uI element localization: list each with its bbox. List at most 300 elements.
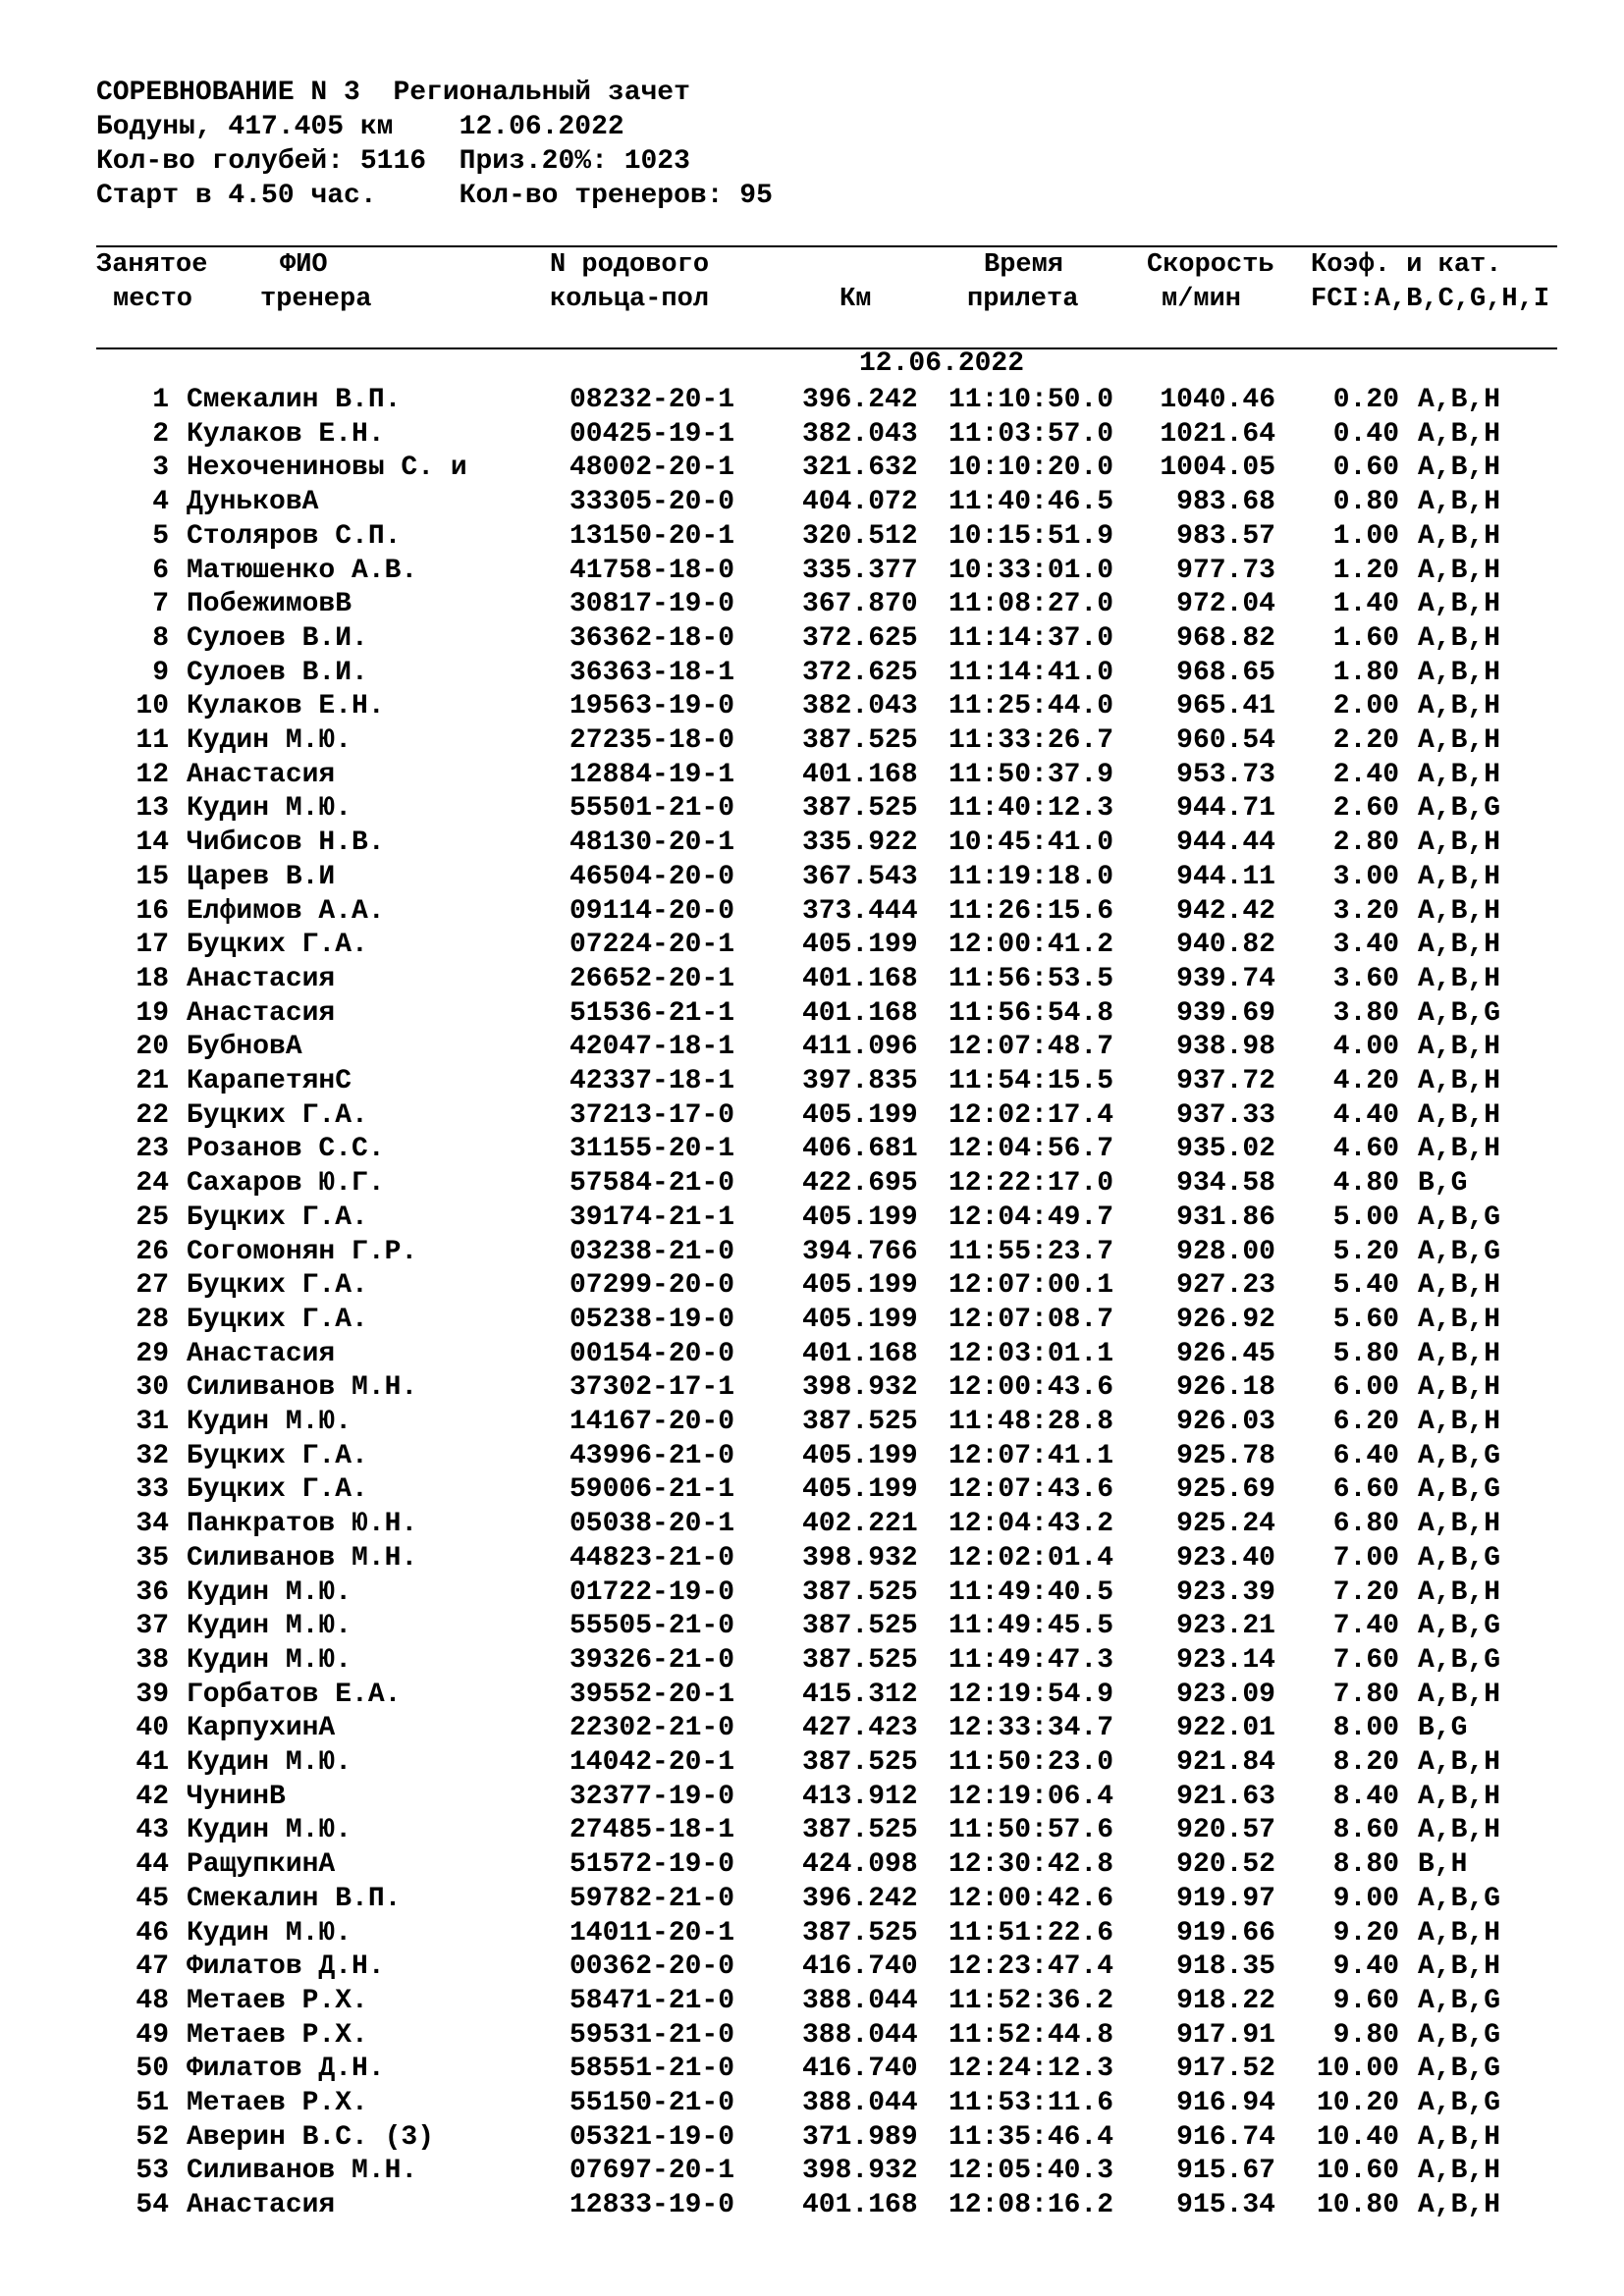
arrival-time-cell: 11:54:15.5 [948,1066,1114,1096]
place-cell: 9 [152,657,169,688]
categories-cell: A,B,H [1418,2156,1501,2187]
speed-cell: 918.35 [1176,1951,1275,1983]
trainer-name-cell: Анастасия [187,1338,336,1369]
speed-cell: 938.98 [1176,1032,1275,1063]
trainer-name-cell: ПобежимовВ [187,589,352,620]
categories-cell: A,B,H [1418,2121,1501,2153]
distance-km-cell: 416.740 [802,2054,918,2085]
ring-number-cell: 07299-20-0 [569,1270,735,1302]
categories-cell: A,B,H [1418,589,1501,620]
trainer-name-cell: РащупкинА [187,1849,336,1881]
place-cell: 37 [135,1611,169,1642]
table-row [0,723,1624,758]
speed-cell: 923.14 [1176,1644,1275,1676]
arrival-time-cell: 12:30:42.8 [948,1849,1114,1881]
trainer-name-cell: Анастасия [187,997,336,1029]
place-cell: 36 [135,1576,169,1608]
categories-cell: A,B,H [1418,555,1501,586]
coefficient-cell: 4.20 [1332,1066,1399,1096]
trainer-name-cell: Кудин М.Ю. [187,1576,352,1608]
pigeon-count-and-prizes: Кол-во голубей: 5116 Приз.20%: 1023 [96,146,690,177]
distance-km-cell: 387.525 [802,725,918,756]
categories-cell: A,B,H [1418,657,1501,688]
coefficient-cell: 8.80 [1332,1849,1399,1881]
speed-cell: 927.23 [1176,1270,1275,1302]
distance-km-cell: 382.043 [802,418,918,450]
ring-number-cell: 51536-21-1 [569,997,735,1029]
table-row [0,1678,1624,1712]
table-row [0,996,1624,1031]
trainer-name-cell: Буцких Г.А. [187,1099,368,1131]
table-row [0,1235,1624,1269]
trainer-name-cell: Анастасия [187,759,336,790]
categories-cell: A,B,H [1418,1917,1501,1949]
categories-cell: A,B,G [1418,1985,1501,2016]
coefficient-cell: 3.00 [1332,861,1399,892]
arrival-time-cell: 12:04:56.7 [948,1134,1114,1165]
categories-cell: A,B,H [1418,520,1501,552]
speed-cell: 925.24 [1176,1509,1275,1540]
trainer-name-cell: Панкратов Ю.Н. [187,1509,418,1540]
place-cell: 16 [135,895,169,927]
distance-km-cell: 367.870 [802,589,918,620]
categories-cell: A,B,H [1418,418,1501,450]
coefficient-cell: 9.00 [1332,1883,1399,1914]
categories-cell: A,B,H [1418,385,1501,415]
categories-cell: A,B,G [1418,1201,1501,1233]
ring-number-cell: 14011-20-1 [569,1917,735,1949]
table-row [0,826,1624,860]
ring-number-cell: 37213-17-0 [569,1099,735,1131]
arrival-time-cell: 12:07:43.6 [948,1474,1114,1506]
arrival-time-cell: 12:22:17.0 [948,1168,1114,1200]
arrival-time-cell: 12:24:12.3 [948,2054,1114,2085]
trainer-name-cell: Кудин М.Ю. [187,1407,352,1437]
place-cell: 31 [135,1407,169,1437]
coefficient-cell: 10.20 [1316,2088,1399,2118]
header-bottom-rule [96,347,1557,349]
trainer-name-cell: Филатов Д.Н. [187,2054,385,2085]
trainer-name-cell: КарапетянС [187,1066,352,1096]
distance-km-cell: 388.044 [802,2019,918,2051]
table-row [0,1098,1624,1133]
place-cell: 24 [135,1168,169,1200]
speed-cell: 922.01 [1176,1713,1275,1744]
place-cell: 23 [135,1134,169,1165]
distance-km-cell: 335.922 [802,828,918,859]
place-cell: 1 [152,385,169,415]
col-time-label-1: Время [984,250,1064,280]
arrival-time-cell: 11:53:11.6 [948,2088,1114,2118]
speed-cell: 934.58 [1176,1168,1275,1200]
categories-cell: A,B,H [1418,1781,1501,1812]
speed-cell: 921.84 [1176,1747,1275,1778]
place-cell: 45 [135,1883,169,1914]
categories-cell: A,B,H [1418,895,1501,927]
place-cell: 19 [135,997,169,1029]
categories-cell: A,B,H [1418,691,1501,722]
table-row [0,1337,1624,1371]
categories-cell: A,B,H [1418,1270,1501,1302]
distance-km-cell: 404.072 [802,487,918,518]
ring-number-cell: 59006-21-1 [569,1474,735,1506]
trainer-name-cell: Силиванов М.Н. [187,1542,418,1574]
place-cell: 20 [135,1032,169,1063]
trainer-name-cell: Кудин М.Ю. [187,725,352,756]
speed-cell: 916.74 [1176,2121,1275,2153]
arrival-time-cell: 11:08:27.0 [948,589,1114,620]
place-cell: 25 [135,1201,169,1233]
place-cell: 17 [135,930,169,961]
categories-cell: A,B,H [1418,725,1501,756]
coefficient-cell: 6.40 [1332,1440,1399,1471]
trainer-name-cell: Метаев Р.Х. [187,1985,368,2016]
distance-km-cell: 387.525 [802,1576,918,1608]
coefficient-cell: 7.00 [1332,1542,1399,1574]
ring-number-cell: 55150-21-0 [569,2088,735,2118]
arrival-time-cell: 11:40:12.3 [948,793,1114,825]
coefficient-cell: 10.40 [1316,2121,1399,2153]
table-row [0,1916,1624,1950]
col-coef-label-1: Коэф. и кат. [1311,250,1502,280]
trainer-name-cell: Смекалин В.П. [187,1883,402,1914]
categories-cell: A,B,H [1418,453,1501,484]
trainer-name-cell: Столяров С.П. [187,520,402,552]
place-cell: 12 [135,759,169,790]
coefficient-cell: 7.80 [1332,1679,1399,1710]
place-cell: 42 [135,1781,169,1812]
arrival-time-cell: 12:07:48.7 [948,1032,1114,1063]
coefficient-cell: 2.60 [1332,793,1399,825]
distance-km-cell: 405.199 [802,930,918,961]
speed-cell: 919.97 [1176,1883,1275,1914]
ring-number-cell: 27235-18-0 [569,725,735,756]
place-cell: 46 [135,1917,169,1949]
ring-number-cell: 37302-17-1 [569,1372,735,1404]
place-cell: 2 [152,418,169,450]
arrival-time-cell: 11:50:37.9 [948,759,1114,790]
arrival-time-cell: 12:03:01.1 [948,1338,1114,1369]
speed-cell: 942.42 [1176,895,1275,927]
arrival-time-cell: 12:02:01.4 [948,1542,1114,1574]
coefficient-cell: 5.80 [1332,1338,1399,1369]
categories-cell: A,B,G [1418,1542,1501,1574]
coefficient-cell: 6.60 [1332,1474,1399,1506]
ring-number-cell: 08232-20-1 [569,385,735,415]
ring-number-cell: 48130-20-1 [569,828,735,859]
categories-cell: A,B,H [1418,1066,1501,1096]
coefficient-cell: 5.20 [1332,1236,1399,1267]
coefficient-cell: 4.80 [1332,1168,1399,1200]
arrival-time-cell: 12:07:08.7 [948,1304,1114,1335]
speed-cell: 931.86 [1176,1201,1275,1233]
coefficient-cell: 0.80 [1332,487,1399,518]
ring-number-cell: 51572-19-0 [569,1849,735,1881]
categories-cell: A,B,G [1418,1474,1501,1506]
distance-km-cell: 387.525 [802,1917,918,1949]
distance-km-cell: 396.242 [802,385,918,415]
coefficient-cell: 8.60 [1332,1815,1399,1846]
coefficient-cell: 4.60 [1332,1134,1399,1165]
coefficient-cell: 9.20 [1332,1917,1399,1949]
distance-km-cell: 427.423 [802,1713,918,1744]
categories-cell: A,B,H [1418,1372,1501,1404]
speed-cell: 919.66 [1176,1917,1275,1949]
ring-number-cell: 03238-21-0 [569,1236,735,1267]
ring-number-cell: 55505-21-0 [569,1611,735,1642]
distance-km-cell: 405.199 [802,1440,918,1471]
ring-number-cell: 36363-18-1 [569,657,735,688]
categories-cell: B,H [1418,1849,1468,1881]
categories-cell: A,B,H [1418,1407,1501,1437]
table-row [0,1949,1624,1984]
ring-number-cell: 22302-21-0 [569,1713,735,1744]
coefficient-cell: 0.60 [1332,453,1399,484]
categories-cell: A,B,H [1418,1134,1501,1165]
ring-number-cell: 58551-21-0 [569,2054,735,2085]
categories-cell: A,B,H [1418,1576,1501,1608]
categories-cell: A,B,G [1418,1440,1501,1471]
distance-km-cell: 422.695 [802,1168,918,1200]
distance-km-cell: 398.932 [802,1542,918,1574]
distance-km-cell: 387.525 [802,1747,918,1778]
coefficient-cell: 1.80 [1332,657,1399,688]
place-cell: 33 [135,1474,169,1506]
coefficient-cell: 9.60 [1332,1985,1399,2016]
coefficient-cell: 10.80 [1316,2190,1399,2221]
ring-number-cell: 13150-20-1 [569,520,735,552]
distance-km-cell: 388.044 [802,1985,918,2016]
arrival-time-cell: 11:03:57.0 [948,418,1114,450]
trainer-name-cell: Матюшенко А.В. [187,555,418,586]
arrival-time-cell: 11:35:46.4 [948,2121,1114,2153]
arrival-time-cell: 11:19:18.0 [948,861,1114,892]
trainer-name-cell: Филатов Д.Н. [187,1951,385,1983]
coefficient-cell: 5.60 [1332,1304,1399,1335]
ring-number-cell: 43996-21-0 [569,1440,735,1471]
trainer-name-cell: Кудин М.Ю. [187,1815,352,1846]
place-cell: 29 [135,1338,169,1369]
coefficient-cell: 5.40 [1332,1270,1399,1302]
ring-number-cell: 39326-21-0 [569,1644,735,1676]
ring-number-cell: 00362-20-0 [569,1951,735,1983]
table-row [0,758,1624,792]
distance-km-cell: 401.168 [802,1338,918,1369]
arrival-time-cell: 12:00:42.6 [948,1883,1114,1914]
ring-number-cell: 00154-20-0 [569,1338,735,1369]
distance-km-cell: 372.625 [802,657,918,688]
ring-number-cell: 01722-19-0 [569,1576,735,1608]
categories-cell: A,B,G [1418,1611,1501,1642]
table-row [0,1745,1624,1780]
table-row [0,587,1624,621]
arrival-time-cell: 11:50:57.6 [948,1815,1114,1846]
coefficient-cell: 2.40 [1332,759,1399,790]
table-row [0,1780,1624,1814]
arrival-time-cell: 11:50:23.0 [948,1747,1114,1778]
arrival-time-cell: 11:52:36.2 [948,1985,1114,2016]
table-row [0,2120,1624,2155]
speed-cell: 917.52 [1176,2054,1275,2085]
ring-number-cell: 44823-21-0 [569,1542,735,1574]
categories-cell: A,B,H [1418,1304,1501,1335]
categories-cell: A,B,G [1418,2019,1501,2051]
ring-number-cell: 30817-19-0 [569,589,735,620]
coefficient-cell: 8.40 [1332,1781,1399,1812]
distance-km-cell: 405.199 [802,1201,918,1233]
ring-number-cell: 57584-21-0 [569,1168,735,1200]
table-row [0,1268,1624,1303]
place-cell: 49 [135,2019,169,2051]
coefficient-cell: 10.60 [1316,2156,1399,2187]
speed-cell: 923.40 [1176,1542,1275,1574]
trainer-name-cell: Царев В.И [187,861,336,892]
place-cell: 22 [135,1099,169,1131]
table-row [0,1370,1624,1405]
arrival-time-cell: 10:33:01.0 [948,555,1114,586]
header-top-rule [96,245,1557,247]
speed-cell: 926.45 [1176,1338,1275,1369]
trainer-name-cell: Анастасия [187,963,336,994]
coefficient-cell: 3.60 [1332,963,1399,994]
place-cell: 30 [135,1372,169,1404]
speed-cell: 920.52 [1176,1849,1275,1881]
table-row [0,1405,1624,1439]
arrival-time-cell: 12:08:16.2 [948,2190,1114,2221]
arrival-time-cell: 11:56:54.8 [948,997,1114,1029]
place-cell: 54 [135,2190,169,2221]
distance-km-cell: 405.199 [802,1304,918,1335]
distance-km-cell: 372.625 [802,622,918,654]
table-row [0,1813,1624,1847]
speed-cell: 918.22 [1176,1985,1275,2016]
table-row [0,2086,1624,2120]
speed-cell: 1040.46 [1160,385,1275,415]
trainer-name-cell: Кудин М.Ю. [187,1644,352,1676]
speed-cell: 925.78 [1176,1440,1275,1471]
table-row [0,689,1624,723]
arrival-time-cell: 12:00:43.6 [948,1372,1114,1404]
coefficient-cell: 5.00 [1332,1201,1399,1233]
speed-cell: 953.73 [1176,759,1275,790]
categories-cell: A,B,G [1418,1236,1501,1267]
categories-cell: A,B,G [1418,997,1501,1029]
table-row [0,1507,1624,1541]
place-cell: 21 [135,1066,169,1096]
table-row [0,2154,1624,2188]
speed-cell: 944.71 [1176,793,1275,825]
table-row [0,656,1624,690]
arrival-time-cell: 10:45:41.0 [948,828,1114,859]
table-row [0,1882,1624,1916]
place-cell: 51 [135,2088,169,2118]
coefficient-cell: 6.20 [1332,1407,1399,1437]
table-row [0,2018,1624,2053]
speed-cell: 977.73 [1176,555,1275,586]
speed-cell: 983.57 [1176,520,1275,552]
ring-number-cell: 14042-20-1 [569,1747,735,1778]
distance-km-cell: 371.989 [802,2121,918,2153]
trainer-name-cell: Аверин В.С. (3) [187,2121,435,2153]
table-row [0,554,1624,588]
arrival-time-cell: 10:10:20.0 [948,453,1114,484]
arrival-time-cell: 12:19:06.4 [948,1781,1114,1812]
place-cell: 44 [135,1849,169,1881]
table-row [0,1201,1624,1235]
ring-number-cell: 42047-18-1 [569,1032,735,1063]
arrival-time-cell: 11:48:28.8 [948,1407,1114,1437]
place-cell: 39 [135,1679,169,1710]
place-cell: 10 [135,691,169,722]
speed-cell: 968.65 [1176,657,1275,688]
distance-km-cell: 401.168 [802,963,918,994]
categories-cell: A,B,G [1418,793,1501,825]
coefficient-cell: 1.00 [1332,520,1399,552]
distance-km-cell: 387.525 [802,1611,918,1642]
speed-cell: 944.11 [1176,861,1275,892]
distance-km-cell: 405.199 [802,1099,918,1131]
arrival-time-cell: 11:52:44.8 [948,2019,1114,2051]
categories-cell: A,B,H [1418,828,1501,859]
arrival-time-cell: 11:49:47.3 [948,1644,1114,1676]
trainer-name-cell: Кудин М.Ю. [187,1747,352,1778]
coefficient-cell: 0.20 [1332,385,1399,415]
categories-cell: A,B,H [1418,861,1501,892]
distance-km-cell: 387.525 [802,1815,918,1846]
speed-cell: 937.72 [1176,1066,1275,1096]
place-cell: 6 [152,555,169,586]
col-km-label: Км [839,285,872,314]
trainer-name-cell: Сахаров Ю.Г. [187,1168,385,1200]
speed-cell: 925.69 [1176,1474,1275,1506]
coefficient-cell: 3.20 [1332,895,1399,927]
coefficient-cell: 9.80 [1332,2019,1399,2051]
distance-km-cell: 367.543 [802,861,918,892]
coefficient-cell: 6.00 [1332,1372,1399,1404]
trainer-name-cell: Буцких Г.А. [187,1440,368,1471]
trainer-name-cell: Силиванов М.Н. [187,2156,418,2187]
coefficient-cell: 4.40 [1332,1099,1399,1131]
trainer-name-cell: Чибисов Н.В. [187,828,385,859]
ring-number-cell: 12884-19-1 [569,759,735,790]
coefficient-cell: 7.40 [1332,1611,1399,1642]
categories-cell: A,B,H [1418,2190,1501,2221]
place-cell: 3 [152,453,169,484]
trainer-name-cell: Сулоев В.И. [187,657,368,688]
distance-km-cell: 373.444 [802,895,918,927]
speed-cell: 968.82 [1176,622,1275,654]
table-row [0,1847,1624,1882]
place-cell: 8 [152,622,169,654]
table-row [0,1609,1624,1643]
arrival-time-cell: 10:15:51.9 [948,520,1114,552]
distance-km-cell: 415.312 [802,1679,918,1710]
trainer-name-cell: Кулаков Е.Н. [187,418,385,450]
speed-cell: 972.04 [1176,589,1275,620]
coefficient-cell: 6.80 [1332,1509,1399,1540]
table-row [0,485,1624,519]
table-row [0,1166,1624,1201]
coefficient-cell: 1.40 [1332,589,1399,620]
place-cell: 4 [152,487,169,518]
coefficient-cell: 10.00 [1316,2054,1399,2085]
place-cell: 28 [135,1304,169,1335]
place-cell: 18 [135,963,169,994]
speed-cell: 937.33 [1176,1099,1275,1131]
speed-cell: 921.63 [1176,1781,1275,1812]
ring-number-cell: 27485-18-1 [569,1815,735,1846]
ring-number-cell: 33305-20-0 [569,487,735,518]
